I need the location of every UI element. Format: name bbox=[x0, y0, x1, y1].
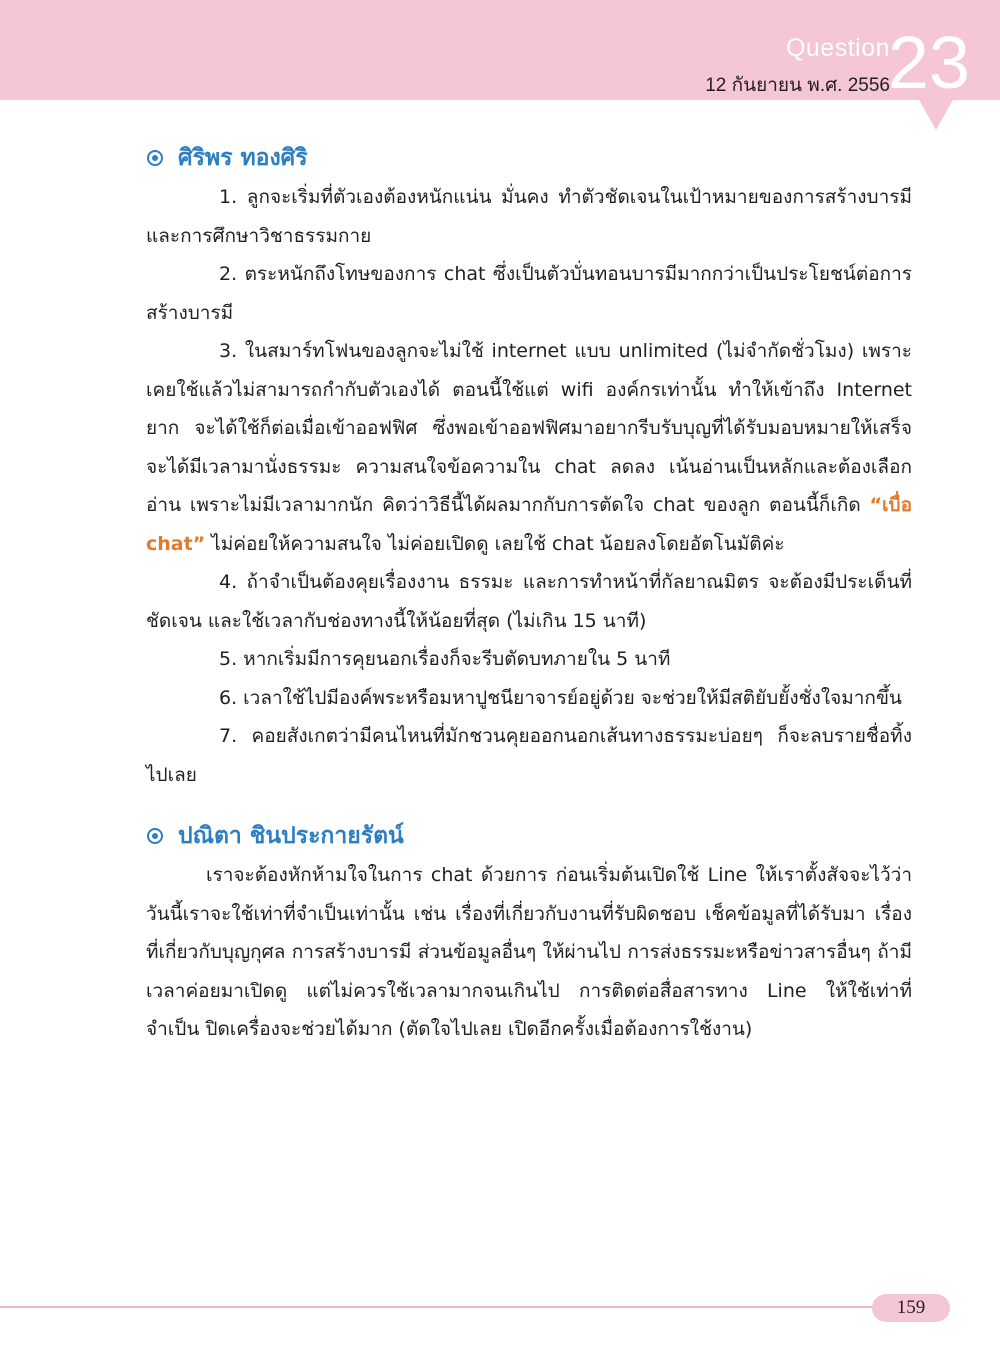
section-name: ปณิตา ชินประกายรัตน์ bbox=[178, 823, 404, 849]
paragraph-5: 5. หากเริ่มมีการคุยนอกเรื่องก็จะรีบตัดบทภายใน 5 นาที bbox=[219, 648, 671, 670]
paragraph-3 bbox=[146, 332, 912, 563]
paragraph-2: 2. ตระหนักถึงโทษของการ chat ซึ่งเป็นตัวบั่นทอนบารมีมากกว่าเป็นประโยชน์ต่อการสร้างบารมี bbox=[146, 263, 912, 324]
bullet-icon bbox=[146, 827, 164, 845]
page-number: 159 bbox=[896, 1297, 926, 1318]
paragraph-3-tail: ไม่ค่อยให้ความสนใจ ไม่ค่อยเปิดดู เลยใช้ chat น้อยลงโดยอัตโนมัติค่ะ bbox=[205, 532, 785, 555]
paragraph-7: 7. คอยสังเกตว่ามีคนไหนที่มักชวนคุยออกนอกเส้นทางธรรมะบ่อยๆ ก็จะลบรายชื่อทิ้งไปเลย bbox=[146, 725, 912, 786]
paragraph-6: 6. เวลาใช้ไปมีองค์พระหรือมหาปูชนียาจารย์อยู่ด้วย จะช่วยให้มีสติยับยั้งชั่งใจมากขึ้น bbox=[219, 686, 902, 709]
bullet-icon bbox=[146, 149, 164, 167]
question-number: 23 bbox=[887, 21, 970, 104]
paragraph-4: 4. ถ้าจำเป็นต้องคุยเรื่องงาน ธรรมะ และการทำหน้าที่กัลยาณมิตร จะต้องมีประเด็นที่ชัดเจน และใช้เวลากับช่องทางนี้ให้น้อยที่สุด (ไม่เกิน 15 นาที) bbox=[146, 571, 912, 632]
paragraph-1: 1. ลูกจะเริ่มที่ตัวเองต้องหนักแน่น มั่นคง ทำตัวชัดเจนในเป้าหมายของการสร้างบารมีและการศึกษาวิชาธรรมกาย bbox=[146, 186, 912, 247]
question-label: Question bbox=[785, 34, 890, 62]
footer-line bbox=[0, 1306, 880, 1308]
section-heading-2 bbox=[146, 816, 912, 856]
section-name: ศิริพร ทองศิริ bbox=[178, 145, 308, 171]
highlight-phrase: “เบื่อ chat” bbox=[146, 494, 912, 555]
section-heading-1 bbox=[146, 138, 912, 178]
paragraph-8: เราจะต้องหักห้ามใจในการ chat ด้วยการ ก่อนเริ่มต้นเปิดใช้ Line ให้เราตั้งสัจจะไว้ว่าวันนี้เราจะใช้เท่าที่จำเป็นเท่านั้น เช่น เรื่องที่เกี่ยวกับงานที่รับผิดชอบ เช็คข้อมูลที่ได้รับมา เรื่องที่เกี่ยวกับบุญกุศล การสร้างบารมี ส่วนข้อมูลอื่นๆ ให้ผ่านไป การส่งธรรมะหรือข่าวสารอื่นๆ ถ้ามีเวลาค่อยมาเปิดดู แต่ไม่ควรใช้เวลามากจนเกินไป การติดต่อสื่อสารทาง Line ให้ใช้เท่าที่จำเป็น ปิดเครื่องจะช่วยได้มาก (ตัดใจไปเลย เปิดอีกครั้งเมื่อต้องการใช้งาน) bbox=[146, 864, 912, 1040]
page-content bbox=[146, 138, 912, 1049]
paragraph-3-text: 3. ในสมาร์ทโฟนของลูกจะไม่ใช้ internet แบบ unlimited (ไม่จำกัดชั่วโมง) เพราะเคยใช้แล้วไม่สามารถกำกับตัวเองได้ ตอนนี้ใช้แต่ wifi องค์กรเท่านั้น ทำให้เข้าถึง Internet ยาก จะได้ใช้ก็ต่อเมื่อเข้าออฟฟิศ ซึ่งพอเข้าออฟฟิศมาอยากรีบรับบุญที่ได้รับมอบหมายให้เสร็จจะได้มีเวลามานั่งธรรมะ ความสนใจข้อความใน chat ลดลง เน้นอ่านเป็นหลักและต้องเลือกอ่าน เพราะไม่มีเวลามากนัก คิดว่าวิธีนี้ได้ผลมากกับการตัดใจ chat ของลูก ตอนนี้ก็เกิด bbox=[146, 340, 912, 516]
question-date: 12 กันยายน พ.ศ. 2556 bbox=[705, 75, 890, 96]
